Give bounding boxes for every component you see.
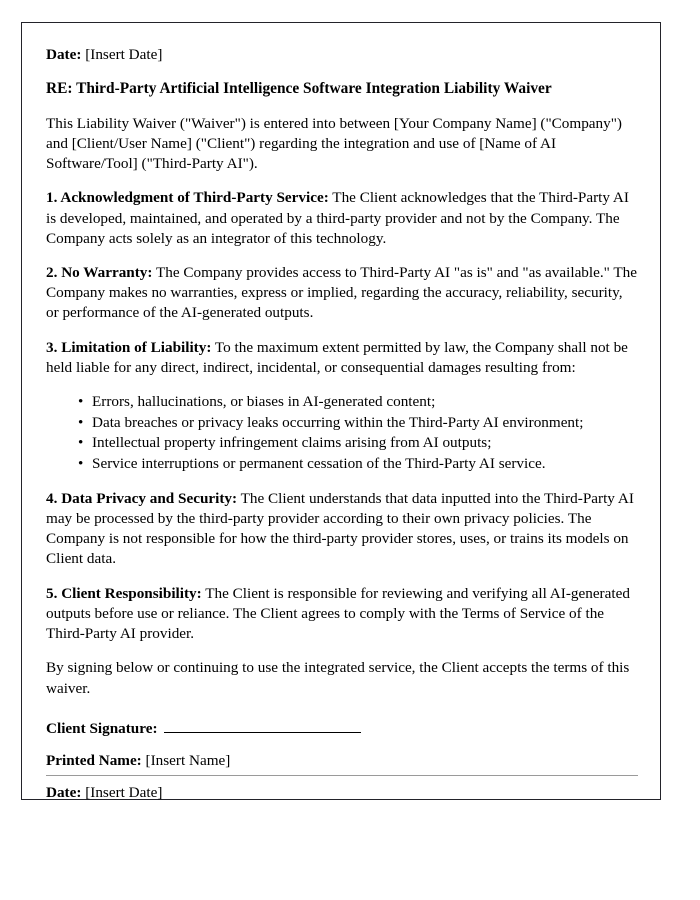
date-line-label: Date: <box>46 46 82 63</box>
date-line <box>46 45 638 65</box>
section-3-body: To the maximum extent permitted by law, the Company shall not be held liable for any direct, indirect, incidental, or consequential damages resulting from: <box>46 338 628 376</box>
list-item: • Errors, hallucinations, or biases in AI-generated content; <box>92 392 638 413</box>
signature-date-label: Date: <box>46 784 82 802</box>
signature-date-row <box>46 783 638 803</box>
list-item: • Service interruptions or permanent cessation of the Third-Party AI service. <box>92 454 638 475</box>
footer-divider <box>46 775 638 776</box>
section-4-body: The Client understands that data inputted into the Third-Party AI may be processed by the third-party provider according to their own privacy policies. The Company is not responsible for how the third-party provider stores, uses, or trains its models on Client data. <box>46 489 634 568</box>
signature-date-value: [Insert Date] <box>85 784 163 802</box>
client-signature-line[interactable] <box>164 721 361 733</box>
date-line-value: [Insert Date] <box>85 46 163 63</box>
printed-name-row <box>46 751 638 771</box>
intro-paragraph: This Liability Waiver ("Waiver") is entered into between [Your Company Name] ("Company") and [Client/User Name] ("Client") regarding the integration and use of [Name of AI Software/Tool] ("Third-Party AI"). <box>46 114 622 173</box>
section-1 <box>46 188 638 249</box>
section-5-body: The Client is responsible for reviewing and verifying all AI-generated outputs before use or reliance. The Client agrees to comply with the Terms of Service of the Third-Party AI provider. <box>46 584 630 643</box>
document-body <box>46 45 638 815</box>
section-2-body: The Company provides access to Third-Party AI "as is" and "as available." The Company makes no warranties, express or implied, regarding the accuracy, reliability, security, or performance of the AI-generated outputs. <box>46 264 637 322</box>
closing-paragraph: By signing below or continuing to use the integrated service, the Client accepts the terms of this waiver. <box>46 659 630 697</box>
list-item: • Intellectual property infringement claims arising from AI outputs; <box>92 433 638 454</box>
list-item: • Data breaches or privacy leaks occurring within the Third-Party AI environment; <box>92 413 638 434</box>
document-page-frame <box>21 22 661 800</box>
section-4 <box>46 489 638 570</box>
printed-name-label: Printed Name: <box>46 751 142 769</box>
section-2-heading: 2. No Warranty: <box>46 264 153 282</box>
printed-name-value: [Insert Name] <box>145 751 231 769</box>
section-3 <box>46 338 638 378</box>
section-2 <box>46 263 638 324</box>
section-4-heading: 4. Data Privacy and Security: <box>46 489 238 507</box>
section-1-heading: 1. Acknowledgment of Third-Party Service: <box>46 189 329 207</box>
client-signature-row <box>46 719 638 739</box>
section-5-heading: 5. Client Responsibility: <box>46 584 202 602</box>
client-signature-label: Client Signature: <box>46 719 158 737</box>
section-5 <box>46 584 638 645</box>
section-3-heading: 3. Limitation of Liability: <box>46 338 212 356</box>
liability-exclusions-list <box>46 392 638 475</box>
section-1-body: The Client acknowledges that the Third-Party AI is developed, maintained, and operated by a third-party provider and not by the Company. The Company acts solely as an integrator of this technology. <box>46 189 629 247</box>
document-subject-heading: RE: Third-Party Artificial Intelligence Software Integration Liability Waiver <box>46 80 552 98</box>
